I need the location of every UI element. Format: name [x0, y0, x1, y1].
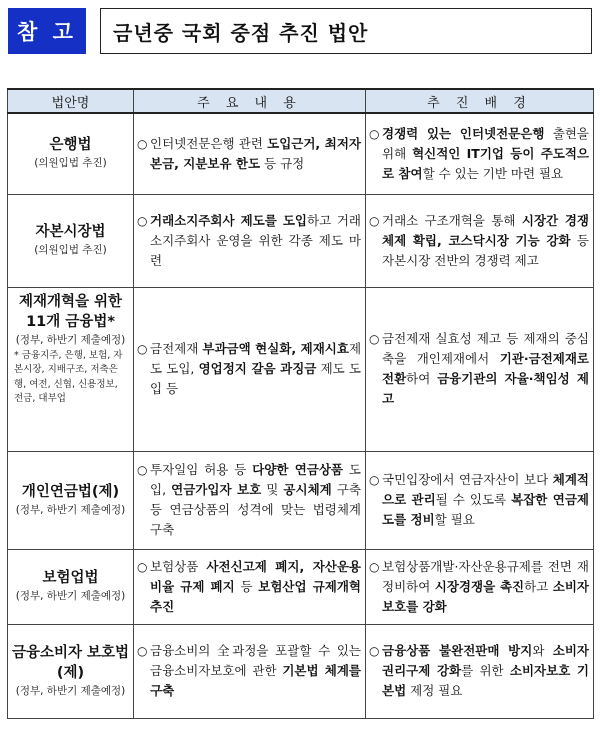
bullet-icon: ○ [137, 213, 148, 228]
table-row [8, 451, 594, 549]
reference-badge: 참 고 [8, 8, 86, 54]
background-cell [366, 451, 594, 549]
title-box [100, 8, 592, 54]
emphasis-text: 공시체계 [283, 482, 332, 497]
bill-name-cell [8, 113, 134, 194]
text-segment: 구축 등 연금상품의 성격에 맞는 법령체계 구축 [150, 482, 361, 537]
bill-name: 자본시장법 [35, 224, 106, 240]
bill-name: 금융소비자 보호법(제) [11, 644, 130, 681]
bullet-icon: ○ [369, 559, 380, 574]
bill-name-cell [8, 549, 134, 624]
text-segment: 출현을 위해 [382, 125, 590, 161]
bill-name: 제재개혁을 위한 11개 금융법* [18, 293, 123, 330]
table-row [8, 549, 594, 624]
text-segment: 하고 거래소지주회사 운영을 위한 각종 제도 마련 [150, 212, 361, 268]
bill-submitter: (정부, 하반기 제출예정) [15, 503, 126, 516]
emphasis-text: 연금가입자 보호 [171, 482, 262, 497]
bill-name-cell [8, 624, 134, 718]
content-text [150, 134, 361, 174]
emphasis-text: 사전신고제 폐지, 자산운용 비율 규제 폐지 [150, 558, 361, 594]
text-segment: 할 필요 [434, 512, 475, 527]
text-segment: 와 [532, 643, 553, 658]
text-segment: 하여 [406, 371, 438, 386]
table-row [8, 194, 594, 287]
emphasis-text: 시장간 경쟁 체제 확립, 코스닥시장 기능 강화 [382, 212, 590, 248]
text-segment: 도입, [150, 462, 361, 497]
bill-submitter: (정부, 하반기 제출예정) [15, 333, 126, 346]
bill-name-cell [8, 194, 134, 287]
background-text [382, 124, 589, 184]
emphasis-text: 시장경쟁을 촉진 [434, 578, 525, 594]
text-segment: 거래소 구조개혁을 통해 [382, 212, 522, 228]
text-segment: 등 규정 [260, 155, 305, 171]
background-text [382, 641, 589, 701]
text-segment: 보험상품개발·자산운용규제를 전면 재정비하여 [382, 558, 589, 594]
bullet-icon: ○ [369, 644, 380, 658]
text-segment: 등 자본시장 전반의 경쟁력 제고 [382, 232, 589, 268]
background-cell [366, 549, 594, 624]
bullet-icon: ○ [137, 463, 148, 477]
emphasis-text: 체계적으로 관리 [382, 472, 589, 507]
bill-name: 은행법 [49, 137, 92, 154]
text-segment: 보험상품 [150, 558, 207, 574]
column-header-bill-name: 법안명 [8, 89, 134, 113]
content-cell [134, 549, 366, 624]
bullet-icon: ○ [369, 126, 380, 141]
text-segment: 인터넷전문은행 관련 [150, 135, 268, 151]
content-cell [134, 113, 366, 194]
text-segment: 국민입장에서 연금자산이 보다 [382, 472, 553, 487]
bill-name: 보험업법 [42, 570, 99, 586]
bill-name: 개인연금법(제) [21, 483, 120, 500]
content-cell [134, 287, 366, 451]
emphasis-text: 복잡한 연금제도를 정비 [382, 492, 589, 527]
text-segment: 제도 도입 등 [150, 361, 361, 396]
text-segment: 등 [234, 578, 259, 594]
text-segment: 금융소비의 全과정을 포괄할 수 있는 금융소비자보호에 관한 [150, 643, 361, 678]
background-text [382, 557, 589, 617]
emphasis-text: 금융기관의 자율·책임성 제고 [382, 371, 589, 406]
table-row [8, 287, 594, 451]
page-title: 금년중 국회 중점 추진 법안 [113, 20, 369, 45]
emphasis-text: 소비자 권리구제 강화 [382, 643, 589, 678]
text-segment: 투자일임 허용 등 [150, 462, 253, 477]
content-text [150, 641, 361, 701]
bill-footnote: * 금융지주, 은행, 보험, 자본시장, 지배구조, 저축은행, 여전, 신협, 신용정보, 전금, 대부업 [14, 349, 123, 404]
background-cell [366, 194, 594, 287]
content-cell [134, 194, 366, 287]
emphasis-text: 다양한 연금상품 [252, 462, 343, 477]
table-row [8, 113, 594, 194]
bullet-icon: ○ [369, 332, 380, 346]
emphasis-text: 도입근거, 최저자본금, 지분보유 한도 [150, 135, 361, 171]
content-text [150, 339, 361, 399]
emphasis-text: 소비자 보호를 강화 [382, 578, 589, 614]
bullet-icon: ○ [369, 473, 380, 487]
emphasis-text: 금융상품 불완전판매 방지 [382, 643, 533, 658]
bill-submitter: (의원입법 추진) [34, 157, 107, 170]
text-segment: 금전제재 실효성 제고 등 제재의 중심축을 개인제재에서 [382, 331, 589, 366]
emphasis-text: 보험산업 규제개혁 추진 [150, 578, 362, 614]
content-text [150, 557, 361, 617]
bullet-icon: ○ [137, 136, 148, 151]
content-cell [134, 451, 366, 549]
bill-submitter: (정부, 하반기 제출예정) [15, 590, 126, 602]
content-cell [134, 624, 366, 718]
emphasis-text: 영업정지 갈음 과징금 [198, 361, 317, 376]
content-text [150, 211, 361, 271]
emphasis-text: 경쟁력 있는 인터넷전문은행 [382, 125, 545, 141]
emphasis-text: 혁신적인 IT기업 등이 주도적으로 참여 [382, 145, 589, 181]
bullet-icon: ○ [369, 213, 380, 228]
bullet-icon: ○ [137, 559, 148, 574]
table-header-row [8, 89, 594, 113]
emphasis-text: 기관·금전제재로 전환 [382, 351, 589, 386]
bill-submitter: (의원입법 추진) [34, 244, 107, 256]
column-header-background: 추 진 배 경 [366, 89, 594, 113]
text-segment: 금전제재 [150, 341, 203, 356]
background-cell [366, 113, 594, 194]
background-cell [366, 624, 594, 718]
bullet-icon: ○ [137, 644, 148, 658]
bill-submitter: (정부, 하반기 제출예정) [15, 684, 126, 697]
table-row [8, 624, 594, 718]
text-segment: 제정 필요 [406, 683, 463, 698]
page-header [8, 8, 592, 54]
bills-table [7, 88, 594, 719]
emphasis-text: 부과금액 현실화, 제재시효 [202, 341, 349, 356]
background-text [382, 470, 589, 530]
text-segment: 를 위한 [461, 663, 510, 678]
text-segment: 하고 [524, 578, 553, 594]
text-segment: 될 수 있도록 [435, 492, 512, 507]
background-text [382, 211, 589, 271]
background-cell [366, 287, 594, 451]
text-segment: 제도 도입, [150, 341, 362, 376]
emphasis-text: 기본법 체계를 구축 [150, 663, 361, 698]
background-text [382, 329, 589, 409]
bullet-icon: ○ [137, 342, 148, 356]
emphasis-text: 소비자보호 기본법 [382, 663, 589, 698]
text-segment: 및 [261, 482, 284, 497]
text-segment: 할 수 있는 기반 마련 필요 [422, 165, 564, 181]
column-header-content: 주 요 내 용 [134, 89, 366, 113]
content-text [150, 460, 361, 540]
emphasis-text: 거래소지주회사 제도를 도입 [150, 212, 308, 228]
bill-name-cell [8, 287, 134, 451]
bill-name-cell [8, 451, 134, 549]
